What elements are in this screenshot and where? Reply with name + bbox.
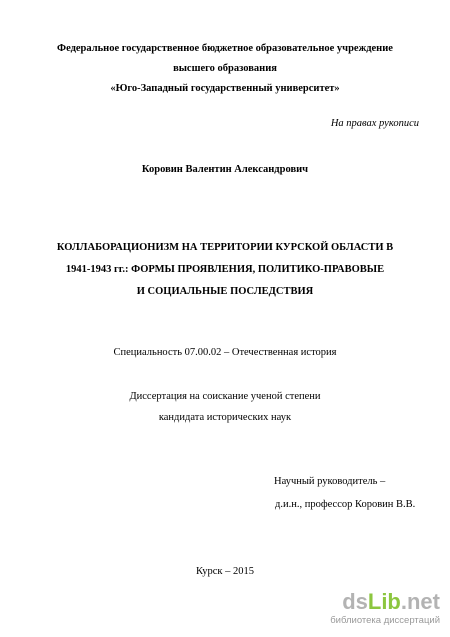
specialty-line: Специальность 07.00.02 – Отечественная история <box>113 347 337 358</box>
title-line-2: 1941-1943 гг.: ФОРМЫ ПРОЯВЛЕНИЯ, ПОЛИТИКО-ПРАВОВЫЕ <box>65 264 385 275</box>
title-line-3: И СОЦИАЛЬНЫЕ ПОСЛЕДСТВИЯ <box>136 286 314 297</box>
institution-line-1: Федеральное государственное бюджетное образовательное учреждение <box>57 43 393 54</box>
degree-line-2: кандидата исторических наук <box>158 412 292 423</box>
title-line-1: КОЛЛАБОРАЦИОНИЗМ НА ТЕРРИТОРИИ КУРСКОЙ ОБЛАСТИ В <box>56 242 394 253</box>
author-name: Коровин Валентин Александрович <box>141 164 309 175</box>
logo-part-lib: Lib <box>367 589 401 614</box>
dslib-watermark <box>330 589 440 627</box>
logo-part-ds: ds <box>342 589 368 614</box>
institution-line-3: «Юго-Западный государственный университет» <box>110 83 340 94</box>
manuscript-note: На правах рукописи <box>330 118 419 129</box>
watermark-subtitle: библиотека диссертаций <box>330 615 440 626</box>
dslib-logo <box>342 591 440 613</box>
degree-line-1: Диссертация на соискание ученой степени <box>129 391 321 402</box>
supervisor-label: Научный руководитель – <box>274 476 386 487</box>
place-year: Курск – 2015 <box>196 566 254 577</box>
institution-line-2: высшего образования <box>173 63 277 74</box>
supervisor-name: д.и.н., профессор Коровин В.В. <box>275 499 416 510</box>
logo-part-net: .net <box>400 589 440 614</box>
